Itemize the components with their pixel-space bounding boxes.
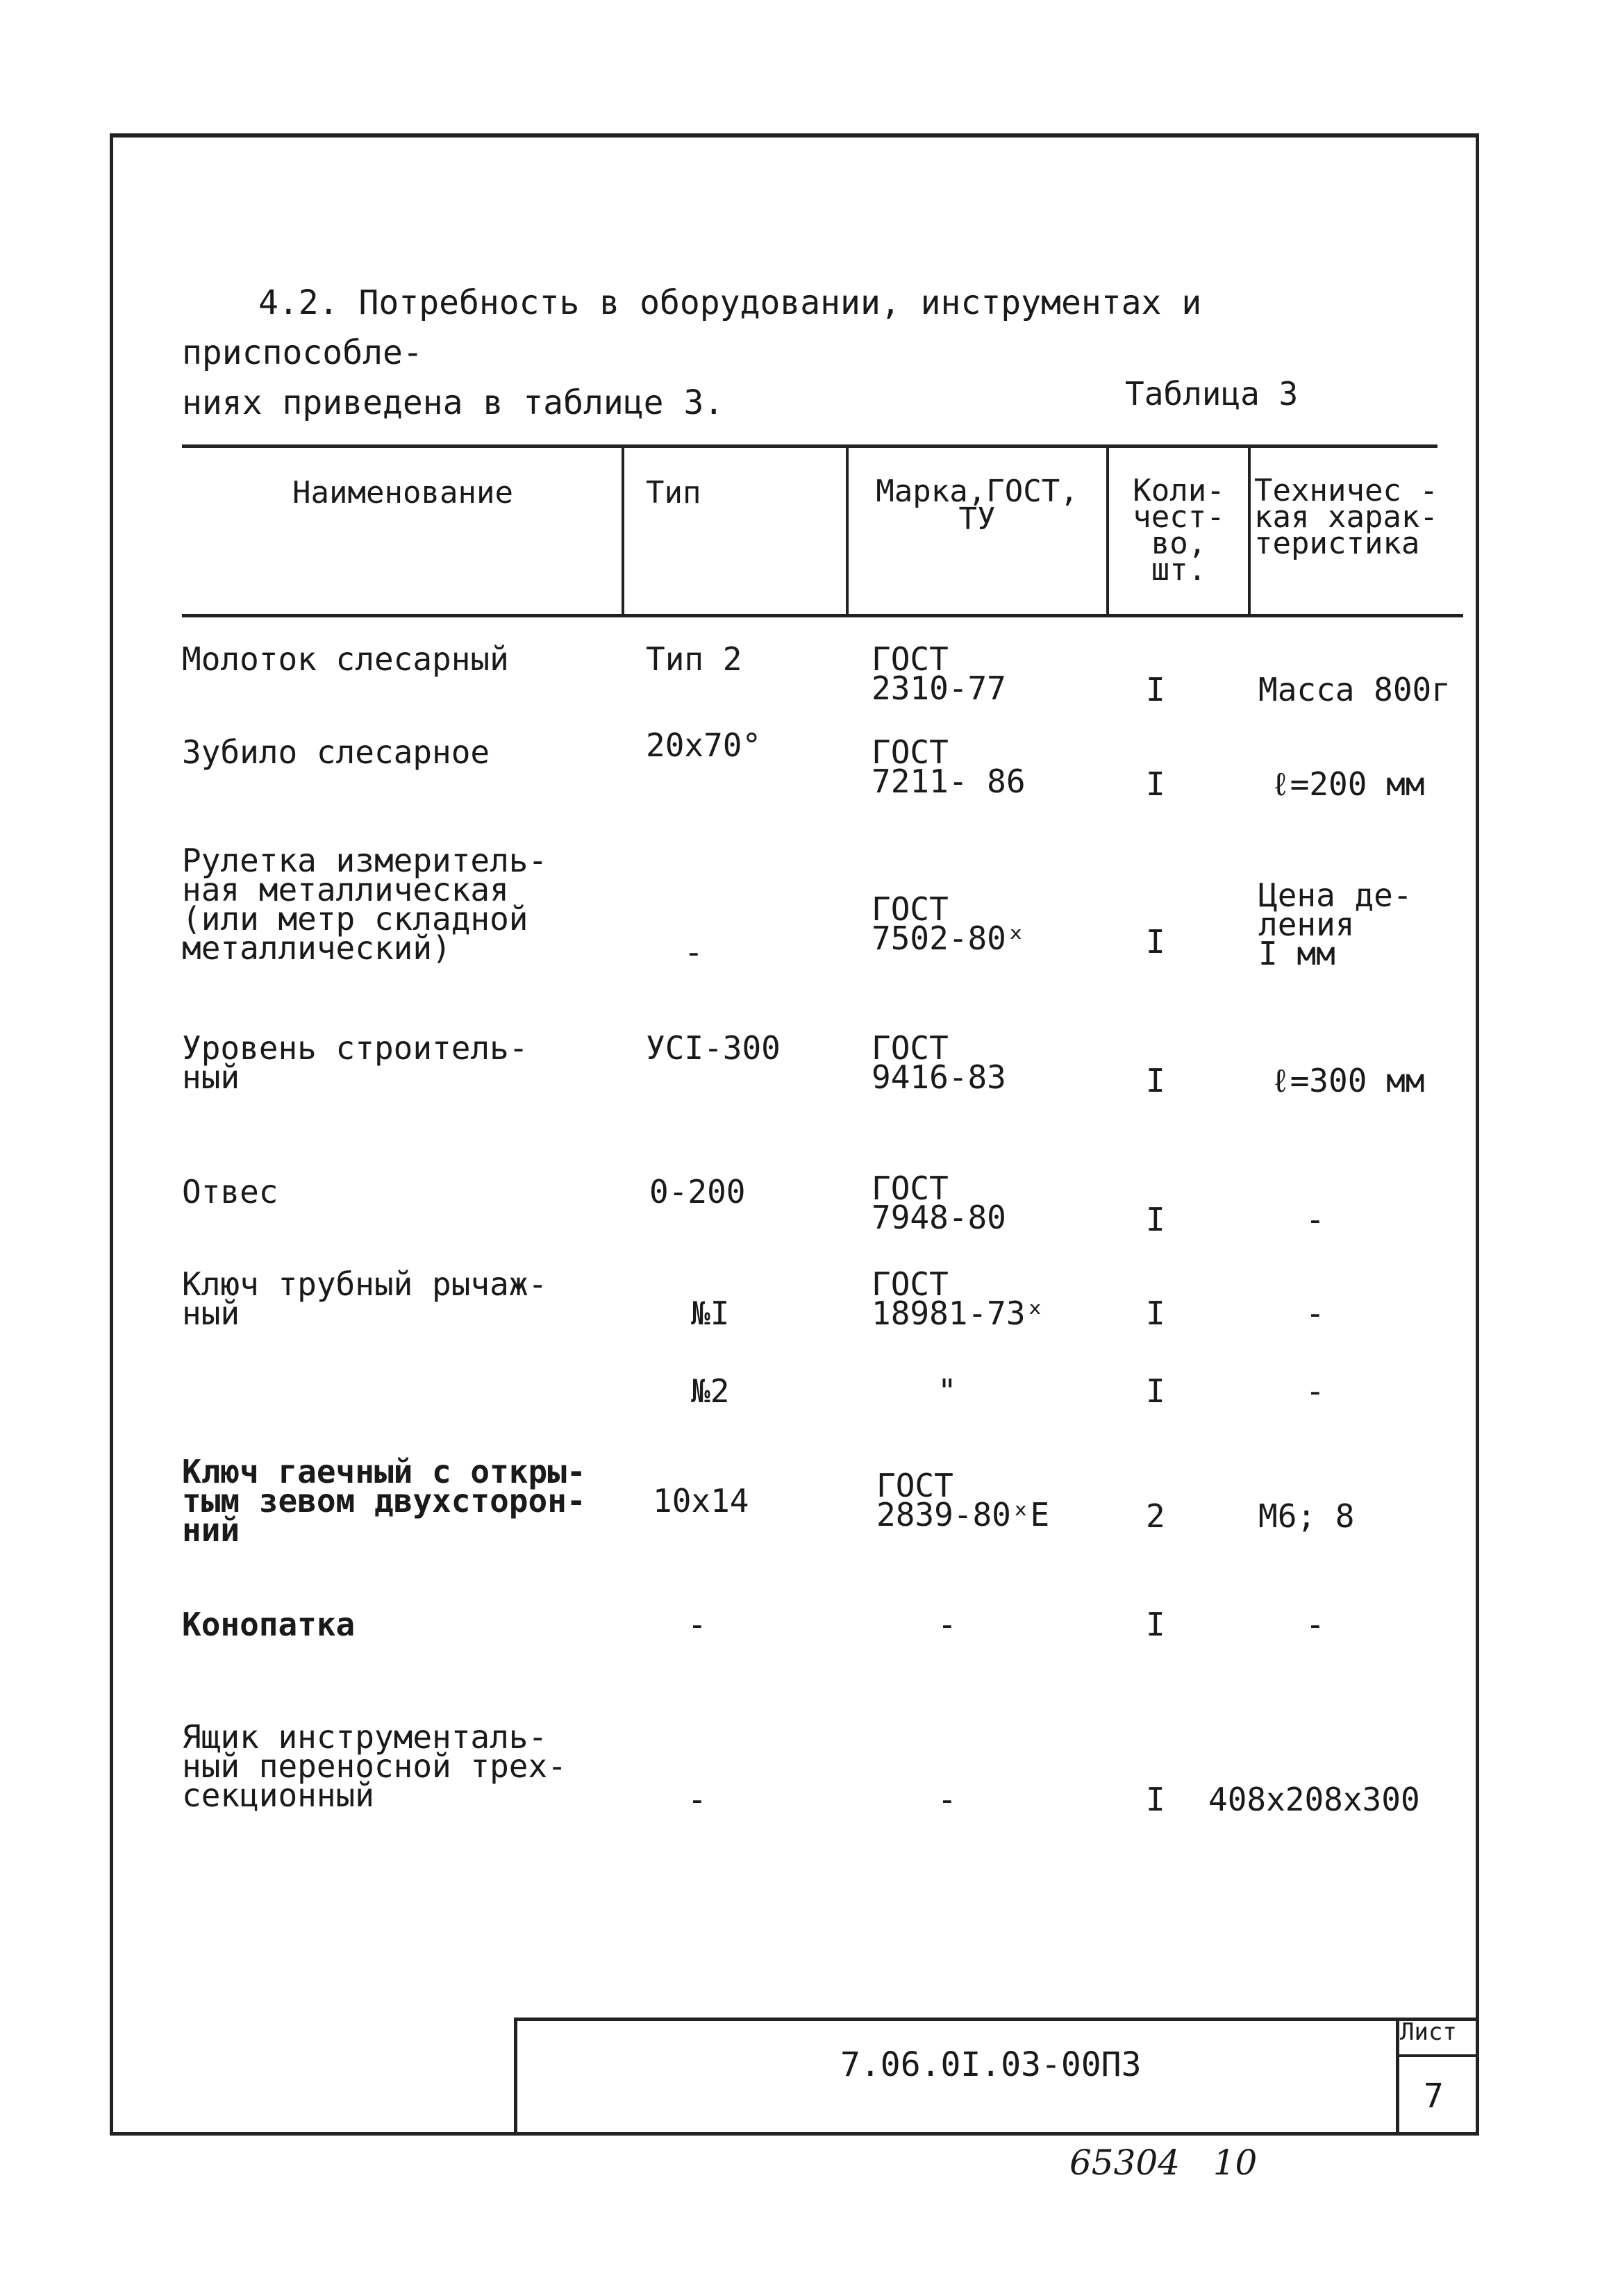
row-10-name: Ящик инструменталь- ный переносной трех- секционный (182, 1718, 567, 1814)
row-3-type: - (684, 933, 703, 971)
sheet-number: 7 (1424, 2077, 1444, 2115)
header-name: Наименование (292, 475, 513, 510)
row-1-qty: I (1146, 671, 1165, 708)
row-2-qty: I (1146, 765, 1165, 803)
row-9-qty: I (1146, 1606, 1165, 1643)
header-spec: Техничес - кая харак- теристика (1254, 473, 1438, 561)
row-4-qty: I (1146, 1062, 1165, 1099)
row-8-mark: ГОСТ 2839-80ˣЕ (876, 1467, 1050, 1533)
row-1-mark: ГОСТ 2310-77 (872, 640, 1006, 707)
col-divider-1 (622, 447, 624, 616)
table-caption: Таблица 3 (1125, 375, 1299, 413)
row-7-spec: - (1306, 1372, 1325, 1410)
row-8-name: Ключ гаечный с откры- тым зевом двухсторон- ний (182, 1453, 586, 1549)
row-6-qty: I (1146, 1295, 1165, 1332)
page-frame (110, 133, 1479, 2136)
header-mark: Марка,ГОСТ, ТУ (876, 474, 1078, 537)
row-8-spec: М6; 8 (1258, 1497, 1355, 1535)
row-7-mark: " (938, 1372, 957, 1410)
header-type: Тип (646, 475, 701, 510)
row-8-qty: 2 (1146, 1497, 1165, 1535)
row-6-mark: ГОСТ 18981-73ˣ (872, 1265, 1045, 1332)
row-2-type: 20х70° (646, 726, 762, 764)
table-header-rule (182, 614, 1463, 617)
row-10-qty: I (1146, 1781, 1165, 1818)
row-5-type: 0-200 (649, 1173, 746, 1211)
row-7-qty: I (1146, 1372, 1165, 1410)
row-8-type: 10х14 (653, 1482, 749, 1520)
col-divider-4 (1248, 447, 1251, 616)
sheet-label: Лист (1400, 2018, 1457, 2046)
row-2-mark: ГОСТ 7211- 86 (872, 733, 1026, 800)
document-code: 7.06.0I.03-00ПЗ (840, 2045, 1142, 2084)
row-4-name: Уровень строитель- ный (182, 1029, 528, 1096)
sheet-divider (1396, 2054, 1479, 2057)
row-6-type: №I (691, 1295, 730, 1332)
row-5-mark: ГОСТ 7948-80 (872, 1170, 1006, 1236)
row-5-spec: - (1306, 1201, 1325, 1238)
row-6-name: Ключ трубный рычаж- ный (182, 1265, 548, 1332)
row-3-name: Рулетка измеритель- ная металлическая (или метр складной металлический) (182, 842, 548, 967)
handwritten-note: 65304 10 (1069, 2143, 1258, 2183)
row-2-name: Зубило слесарное (182, 733, 490, 771)
row-2-spec: ℓ=200 мм (1271, 765, 1425, 803)
row-3-spec: Цена де- ления I мм (1258, 876, 1412, 972)
row-4-mark: ГОСТ 9416-83 (872, 1029, 1006, 1096)
row-3-mark: ГОСТ 7502-80ˣ (872, 890, 1026, 957)
row-4-type: УСI-300 (646, 1029, 781, 1067)
row-9-name: Конопатка (182, 1606, 356, 1643)
row-10-type: - (688, 1781, 707, 1818)
row-9-spec: - (1306, 1606, 1325, 1643)
row-7-type: №2 (691, 1372, 730, 1410)
row-1-spec: Масса 800г (1258, 671, 1451, 708)
col-divider-3 (1106, 447, 1109, 616)
row-1-type: Тип 2 (646, 640, 742, 678)
header-qty: Коли- чест- во, шт. (1133, 473, 1225, 588)
row-10-mark: - (938, 1781, 957, 1818)
intro-line-2: ниях приведена в таблице 3. (182, 383, 724, 422)
row-10-spec: 408х208х300 (1208, 1781, 1420, 1818)
intro-line-1: 4.2. Потребность в оборудовании, инструментах и приспособле- (182, 283, 1202, 372)
row-5-name: Отвес (182, 1173, 278, 1211)
row-9-type: - (688, 1606, 707, 1643)
row-5-qty: I (1146, 1201, 1165, 1238)
row-1-name: Молоток слесарный (182, 640, 509, 678)
row-3-qty: I (1146, 923, 1165, 960)
row-4-spec: ℓ=300 мм (1271, 1062, 1425, 1099)
row-9-mark: - (938, 1606, 957, 1643)
row-6-spec: - (1306, 1295, 1325, 1332)
